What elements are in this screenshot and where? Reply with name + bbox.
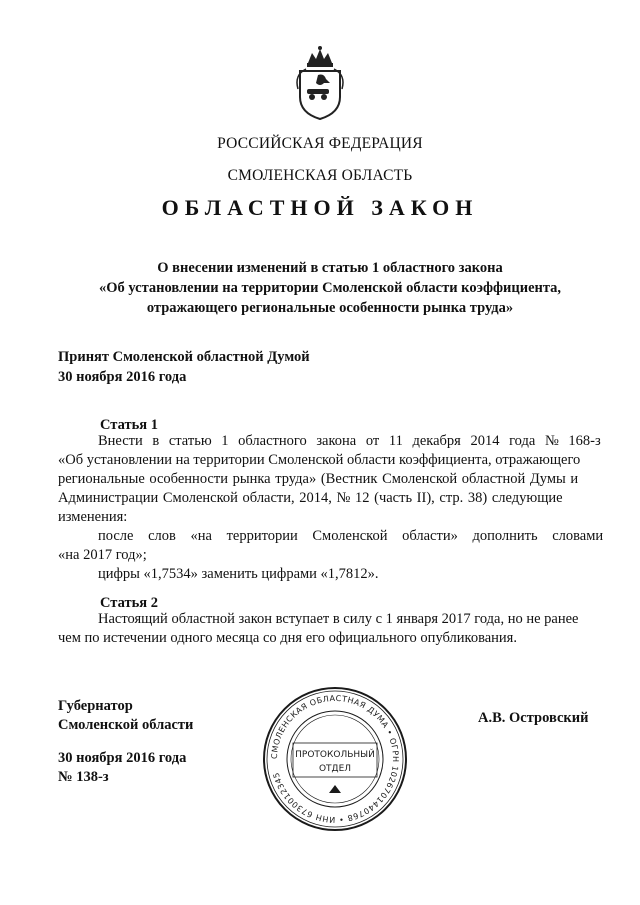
coat-of-arms-icon [290, 45, 350, 121]
law-title [60, 258, 600, 318]
signatory-name: А.В. Островский [478, 710, 589, 726]
region-heading: СМОЛЕНСКАЯ ОБЛАСТЬ [227, 167, 413, 184]
signatory-title: Губернатор [58, 698, 133, 714]
adoption-block [58, 347, 310, 387]
document-type-heading: ОБЛАСТНОЙ ЗАКОН [161, 195, 479, 220]
article-1-text: Внести в статью 1 областного закона от 11 декабря 2014 года № 168-з [98, 433, 601, 449]
article-2-line: Настоящий областной закон вступает в силу с 1 января 2017 года, но не ранее [98, 611, 579, 627]
signing-details [58, 749, 186, 787]
article-1-line: Администрации Смоленской области, 2014, № 12 (часть II), стр. 38) следующие [58, 490, 563, 506]
article-2-body [58, 610, 608, 648]
article-2-heading: Статья 2 [100, 595, 158, 611]
official-seal [261, 685, 409, 833]
seal-center-line1: ПРОТОКОЛЬНЫЙ [295, 750, 375, 760]
law-title-line: О внесении изменений в статью 1 областного закона [157, 260, 503, 276]
law-number: № 138-з [58, 769, 109, 785]
article-1-line: после слов «на территории Смоленской области» дополнить словами [98, 528, 604, 544]
signatory-region: Смоленской области [58, 717, 194, 733]
article-1-line: «на 2017 год»; [58, 547, 147, 563]
seal-center-line2: ОТДЕЛ [318, 764, 352, 774]
article-1-line: региональные особенности рынка труда» (Вестник Смоленской областной Думы и [58, 471, 579, 487]
article-1-line: изменения: [58, 509, 128, 525]
signing-date: 30 ноября 2016 года [58, 750, 187, 766]
article-1-heading: Статья 1 [100, 417, 158, 433]
adoption-date: 30 ноября 2016 года [58, 369, 187, 385]
article-1-line: цифры «1,7534» заменить цифрами «1,7812». [98, 566, 379, 582]
federation-heading: РОССИЙСКАЯ ФЕДЕРАЦИЯ [217, 135, 423, 152]
law-title-line: «Об установлении на территории Смоленской области коэффициента, [98, 280, 562, 296]
article-1-line: «Об установлении на территории Смоленской области коэффициента, отражающего [58, 452, 581, 468]
seal-outer-text: СМОЛЕНСКАЯ ОБЛАСТНАЯ ДУМА • ОГРН 1026701440768 • ИНН 6730012345 [269, 693, 401, 825]
star-icon [329, 785, 341, 793]
article-1-line [58, 432, 608, 451]
adoption-body: Принят Смоленской областной Думой [58, 349, 310, 365]
signatory-position [58, 697, 193, 735]
article-2-line: чем по истечении одного месяца со дня его официального опубликования. [58, 630, 517, 646]
law-title-line: отражающего региональные особенности рынка труда» [146, 300, 514, 316]
article-1-body [58, 432, 608, 584]
